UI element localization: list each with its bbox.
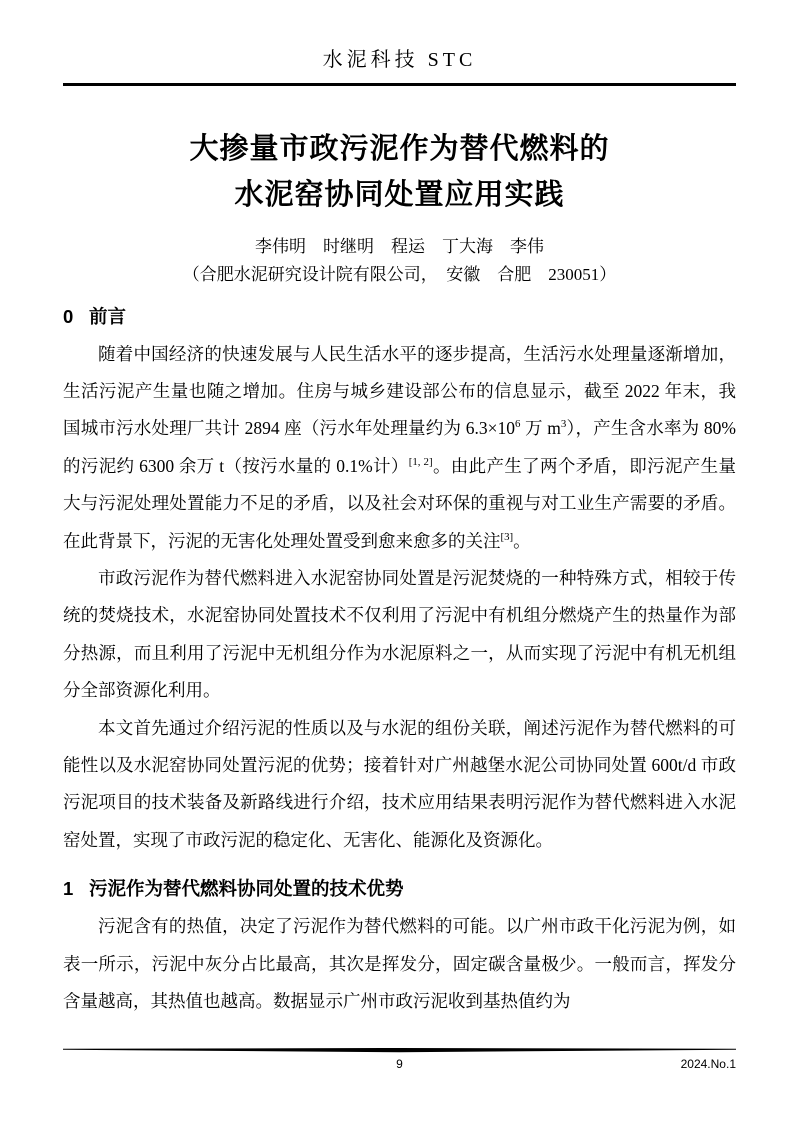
header-rule <box>63 83 736 86</box>
paragraph-intro-2 <box>63 560 736 710</box>
page-number: 9 <box>396 1057 403 1071</box>
paragraph-intro-3 <box>63 710 736 860</box>
text-run: 市政污泥作为替代燃料进入水泥窑协同处置是污泥焚烧的一种特殊方式，相较于传统的焚烧技术，水泥窑协同处置技术不仅利用了污泥中有机组分燃烧产生的热量作为部分热源，而且利用了污泥中无机组分作为水泥原料之一，从而实现了污泥中有机无机组分全部资源化利用。 <box>63 567 736 701</box>
text-run: 。 <box>513 530 531 551</box>
footer-row <box>63 1056 736 1073</box>
superscript-text: [3] <box>500 530 514 543</box>
text-run: 本文首先通过介绍污泥的性质以及与水泥的组份关联，阐述污泥作为替代燃料的可能性以及水泥窑协同处置污泥的优势；接着针对广州越堡水泥公司协同处置 600t/d 市政污泥项目的技术装备及新路线进行介绍，技术应用结果表明污泥作为替代燃料进入水泥窑处置，实现了市政污泥的稳定化、无害化、能源化及资源化。 <box>63 717 736 850</box>
affiliation-line: （合肥水泥研究设计院有限公司， 安徽 合肥 230051） <box>182 264 617 284</box>
page-header <box>63 0 736 86</box>
article-body <box>63 304 736 1021</box>
page-footer <box>63 1048 736 1073</box>
journal-title: 水泥科技 STC <box>322 49 477 71</box>
superscript-text: 6 <box>514 418 521 431</box>
issue-label: 2024.No.1 <box>680 1057 736 1071</box>
text-run: 随着中国经济的快速发展与人民生活水平的逐步提高，生活污水处理量逐渐增加，生活污泥产生量也随之增加。住房与城乡建设部公布的信息显示，截至 2022 年末，我国城市污水处理厂共计 2894 座（污水年处理量约为 6.3×10 <box>63 343 736 439</box>
paragraph-intro-1 <box>63 336 736 560</box>
text-run: 污泥含有的热值，决定了污泥作为替代燃料的可能。以广州市政干化污泥为例，如表一所示，污泥中灰分占比最高，其次是挥发分，固定碳含量极少。一般而言，挥发分含量越高，其热值也越高。数据显示广州市政污泥收到基热值约为 <box>63 916 736 1011</box>
section-0-heading <box>63 304 736 329</box>
text-run: 万 m <box>520 418 561 439</box>
section-0-number: 0 <box>63 305 74 327</box>
paragraph-section1-1 <box>63 908 736 1020</box>
section-0-title: 前言 <box>89 305 127 327</box>
article-title-line-1: 大掺量市政污泥作为替代燃料的 <box>189 132 610 165</box>
superscript-text: 3 <box>560 418 567 431</box>
text-run: 。由此产生了两个矛盾，即污泥产生量大与污泥处理处置能力不足的矛盾，以及社会对环保的重视与对工业生产需要的矛盾。在此背景下，污泥的无害化处理处置受到愈来愈多的关注 <box>63 455 736 551</box>
article-title-line-2: 水泥窑协同处置应用实践 <box>234 178 565 211</box>
superscript-text: [1, 2] <box>408 455 433 468</box>
text-run: ），产生含水率为 80%的污泥约 6300 余万 t（按污水量的 0.1%计） <box>63 418 737 476</box>
authors-line: 李伟明 时继明 程运 丁大海 李伟 <box>255 236 544 256</box>
section-1-number: 1 <box>63 878 74 900</box>
section-1-heading <box>63 876 736 901</box>
footer-divider <box>63 1048 736 1053</box>
section-1-title: 污泥作为替代燃料协同处置的技术优势 <box>89 878 404 900</box>
article-title <box>63 126 736 218</box>
